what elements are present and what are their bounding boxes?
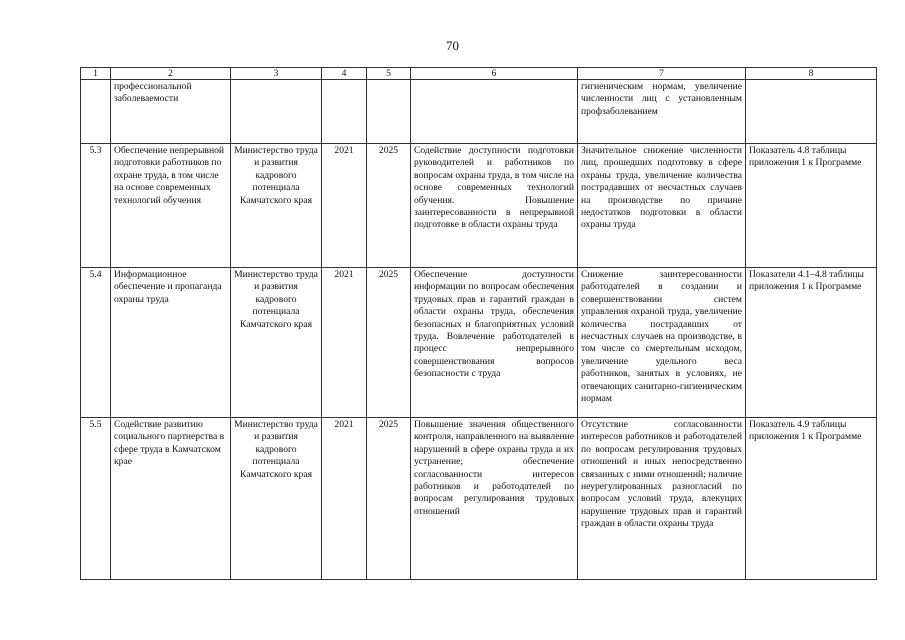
measures-table [80, 67, 877, 580]
table-row [81, 144, 877, 268]
cell-consequences: Отсутствие согласованности интересов работников и работодателей по вопросам регулирования трудовых отношений и иных непосредственно связанных с ними отношений; наличие неурегулированных разногласий по вопросам условий труда, влекущих нарушение трудовых прав и гарантий граждан в области охраны труда [578, 418, 746, 580]
header-cell-2: 2 [111, 68, 231, 80]
cell-indicator: Показатели 4.1–4.8 таблицы приложения 1 к Программе [746, 268, 877, 418]
header-row [81, 68, 877, 80]
page-number: 70 [446, 38, 459, 53]
cell-num: 5.4 [81, 268, 111, 418]
cell-consequences: Снижение заинтересованности работодателей в создании и совершенствовании систем управления охраной труда, увеличение количества пострадавших от несчастных случаев на производстве, в том числе со смертельным исходом, увеличение удельного веса работников, занятых в условиях, не отвечающих санитарно-гигиеническим нормам [578, 268, 746, 418]
continuation-row [81, 80, 877, 144]
header-cell-1: 1 [81, 68, 111, 80]
cell-name: Содействие развитию социального партнерства в сфере труда в Камчатском крае [111, 418, 231, 580]
cell-start-year [322, 80, 367, 144]
cell-executor: Министерство труда и развития кадрового потенциала Камчатского края [231, 144, 322, 268]
cell-num: 5.3 [81, 144, 111, 268]
table-row [81, 268, 877, 418]
cell-executor: Министерство труда и развития кадрового потенциала Камчатского края [231, 268, 322, 418]
cell-end-year [367, 80, 411, 144]
header-cell-5: 5 [367, 68, 411, 80]
header-cell-4: 4 [322, 68, 367, 80]
cell-result: Содействие доступности подготовки руководителей и работников по вопросам охраны труда, в том числе на основе современных технологий обучения. Повышение заинтересованности в непрерывной подготовке в области охраны труда [411, 144, 578, 268]
cell-end-year: 2025 [367, 144, 411, 268]
header-cell-6: 6 [411, 68, 578, 80]
cell-result: Обеспечение доступности информации по вопросам обеспечения трудовых прав и гарантий граждан в области охраны труда, обеспечения безопасных и благоприятных условий труда. Вовлечение работодателей в процесс непрерывного совершенствования вопросов безопасности с труда [411, 268, 578, 418]
header-cell-8: 8 [746, 68, 877, 80]
cell-end-year: 2025 [367, 418, 411, 580]
cell-result [411, 80, 578, 144]
table-row [81, 418, 877, 580]
cell-consequences: Значительное снижение численности лиц, прошедших подготовку в сфере охраны труда, увеличение количества пострадавших от несчастных случаев на производстве по причине недостатков подготовки в области охраны труда [578, 144, 746, 268]
cell-end-year: 2025 [367, 268, 411, 418]
cell-name: Информационное обеспечение и пропаганда охраны труда [111, 268, 231, 418]
header-cell-7: 7 [578, 68, 746, 80]
header-cell-3: 3 [231, 68, 322, 80]
cell-num: 5.5 [81, 418, 111, 580]
cell-executor: Министерство труда и развития кадрового потенциала Камчатского края [231, 418, 322, 580]
cell-executor [231, 80, 322, 144]
cell-consequences: гигиеническим нормам, увеличение численности лиц с установленным профзаболеванием [578, 80, 746, 144]
cell-result: Повышение значения общественного контроля, направленного на выявление нарушений в сфере охраны труда и их устранение; обеспечение согласованности интересов работников и работодателей по вопросам регулирования трудовых отношений [411, 418, 578, 580]
cell-indicator: Показатель 4.9 таблицы приложения 1 к Программе [746, 418, 877, 580]
cell-indicator [746, 80, 877, 144]
cell-start-year: 2021 [322, 418, 367, 580]
cell-name: профессиональной заболеваемости [111, 80, 231, 144]
cell-indicator: Показатель 4.8 таблицы приложения 1 к Программе [746, 144, 877, 268]
cell-name: Обеспечение непрерывной подготовки работников по охране труда, в том числе на основе современных технологий обучения [111, 144, 231, 268]
cell-num [81, 80, 111, 144]
cell-start-year: 2021 [322, 268, 367, 418]
cell-start-year: 2021 [322, 144, 367, 268]
